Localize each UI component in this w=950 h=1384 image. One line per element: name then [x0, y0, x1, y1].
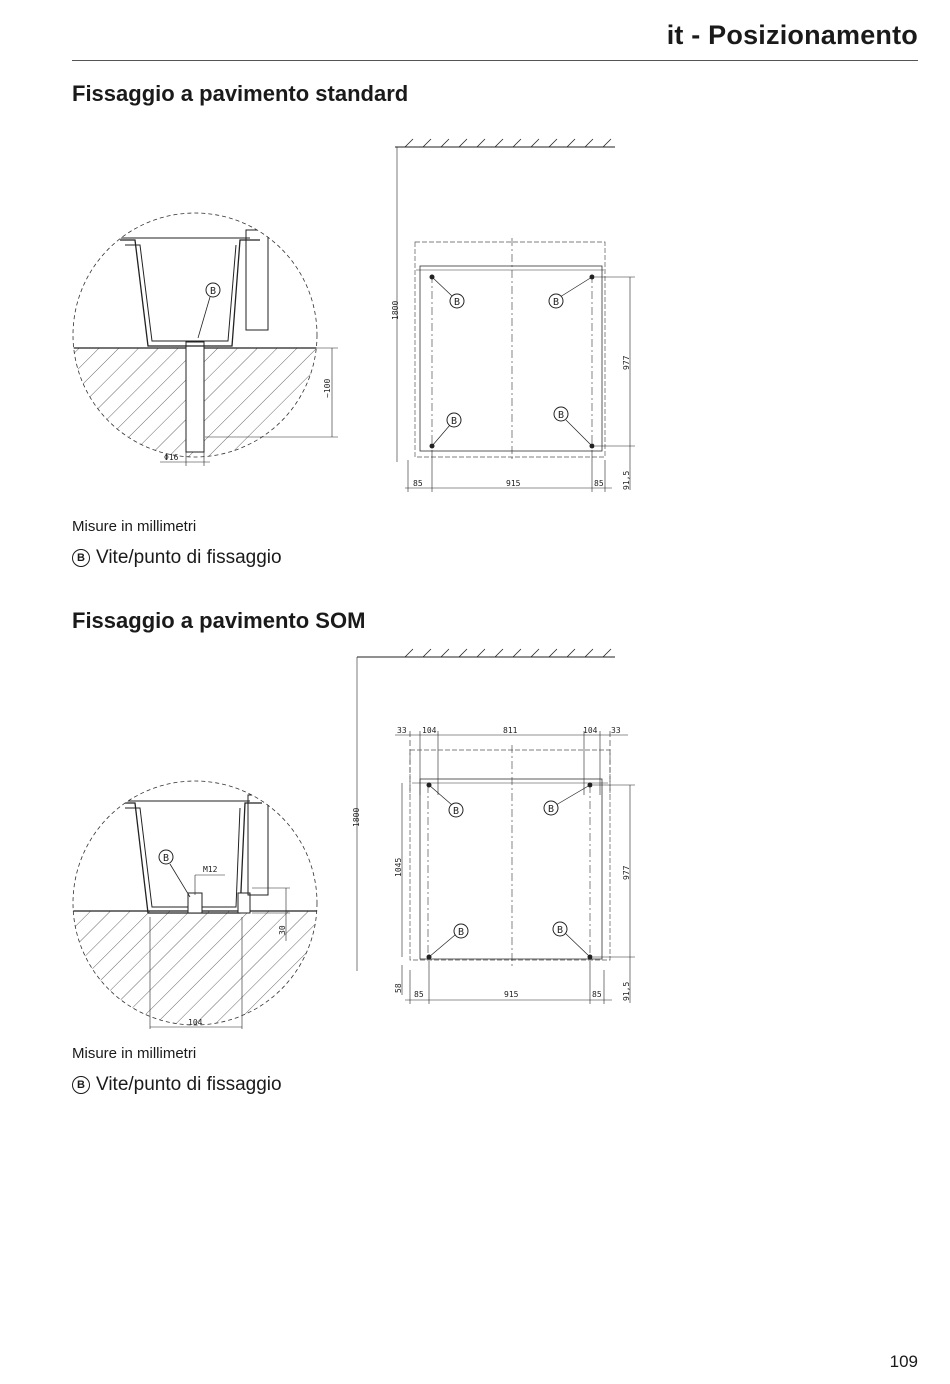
svg-text:33: 33: [611, 726, 621, 735]
technical-drawing-standard: [0, 130, 950, 505]
svg-text:B: B: [547, 804, 555, 815]
svg-text:~100: ~100: [323, 378, 332, 398]
svg-text:B: B: [552, 297, 560, 308]
svg-text:33: 33: [397, 726, 407, 735]
technical-drawing-som: [0, 645, 950, 1035]
cabinet-outline: [410, 745, 610, 967]
svg-text:85: 85: [592, 990, 602, 999]
svg-text:104: 104: [188, 1018, 203, 1027]
svg-text:B: B: [457, 927, 465, 938]
legend-text: Vite/punto di fissaggio: [96, 547, 282, 568]
legend-text: Vite/punto di fissaggio: [96, 1074, 282, 1095]
legend-standard: [72, 547, 282, 569]
svg-text:811: 811: [503, 726, 518, 735]
svg-text:B: B: [557, 410, 565, 421]
section-heading-som: Fissaggio a pavimento SOM: [72, 608, 366, 633]
legend-badge: B: [72, 549, 90, 567]
detail-marker: [198, 283, 220, 338]
side-bottom-dimension: [622, 957, 631, 1003]
units-caption-standard: Misure in millimetri: [72, 518, 197, 535]
depth-977-dimension: [593, 785, 635, 957]
svg-text:Φ16: Φ16: [164, 453, 179, 462]
legend-badge: B: [72, 1076, 90, 1094]
bottom-dimensions: [405, 450, 612, 492]
side-bottom-dimension: [622, 446, 631, 490]
svg-text:B: B: [450, 416, 458, 427]
detail-view: [60, 213, 340, 468]
svg-text:58: 58: [394, 983, 403, 993]
svg-text:B: B: [556, 925, 564, 936]
fixing-points: [427, 783, 593, 960]
svg-text:30: 30: [278, 925, 287, 935]
svg-text:915: 915: [504, 990, 519, 999]
svg-text:M12: M12: [203, 865, 218, 874]
svg-text:85: 85: [594, 479, 604, 488]
svg-text:915: 915: [506, 479, 521, 488]
inner-height-dimension: [394, 783, 403, 957]
detail-marker: [159, 850, 190, 897]
svg-text:B: B: [452, 806, 460, 817]
svg-text:B: B: [209, 286, 217, 297]
detail-view: [60, 781, 340, 1035]
svg-text:85: 85: [413, 479, 423, 488]
depth-977-dimension: [595, 277, 635, 446]
svg-text:977: 977: [622, 355, 631, 370]
height-dimension: [352, 657, 361, 971]
svg-text:85: 85: [414, 990, 424, 999]
svg-text:1045: 1045: [394, 857, 403, 877]
svg-text:104: 104: [583, 726, 598, 735]
svg-text:977: 977: [622, 865, 631, 880]
svg-text:B: B: [162, 853, 170, 864]
bottom-dimensions: [405, 961, 612, 1004]
thread-label: [195, 865, 225, 895]
svg-text:91,5: 91,5: [622, 981, 631, 1001]
svg-text:104: 104: [422, 726, 437, 735]
page-header-title: it - Posizionamento: [666, 20, 918, 50]
header-divider: [72, 60, 918, 61]
page-number: 109: [889, 1352, 918, 1371]
bottom-left-dimension: [394, 965, 403, 995]
svg-text:91,5: 91,5: [622, 470, 631, 490]
units-caption-som: Misure in millimetri: [72, 1045, 197, 1062]
section-heading-standard: Fissaggio a pavimento standard: [72, 81, 409, 106]
svg-text:B: B: [453, 297, 461, 308]
legend-som: [72, 1074, 282, 1096]
ceiling-line: [357, 649, 615, 657]
ceiling-line: [395, 139, 615, 147]
cabinet-outline: [415, 238, 605, 460]
height-dimension: [391, 147, 400, 462]
svg-text:1800: 1800: [352, 807, 361, 827]
svg-text:1800: 1800: [391, 300, 400, 320]
